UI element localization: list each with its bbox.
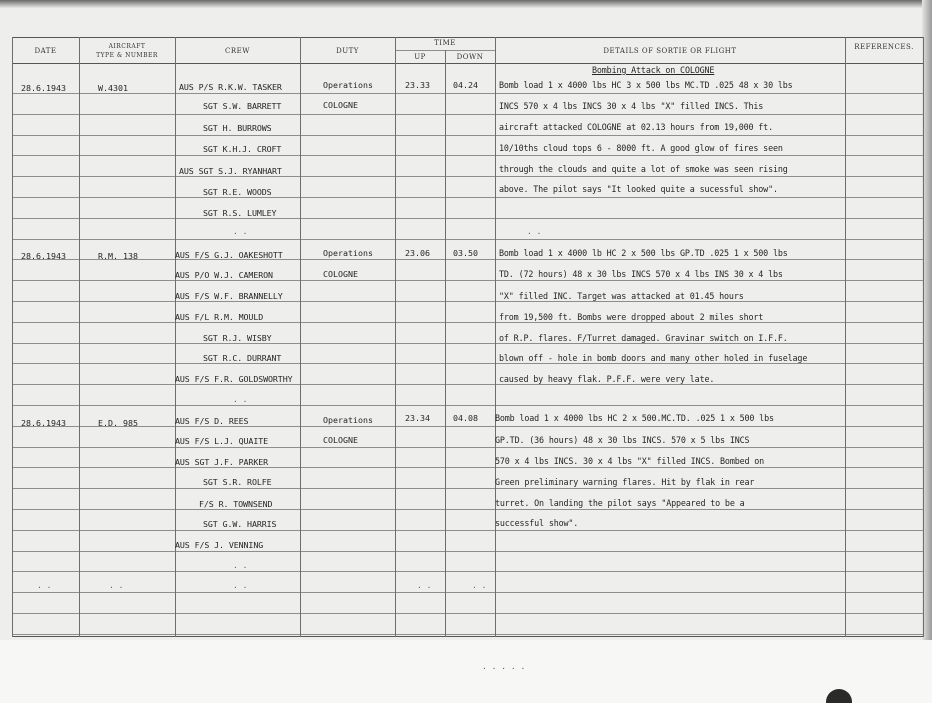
row-rule	[12, 488, 924, 489]
detail-line: successful show".	[495, 518, 579, 528]
detail-line: Green preliminary warning flares. Hit by flak in rear	[495, 477, 755, 487]
header-aircraft-type: TYPE & NUMBER	[96, 52, 158, 59]
sortie-duty: Operations	[323, 248, 373, 258]
sortie-time-down: 04.24	[453, 80, 478, 90]
row-rule	[12, 176, 924, 177]
detail-line: INCS 570 x 4 lbs INCS 30 x 4 lbs "X" filled INCS. This	[499, 101, 764, 111]
row-rule	[12, 343, 924, 344]
detail-line: 10/10ths cloud tops 6 - 8000 ft. A good glow of fires seen	[499, 143, 783, 153]
row-rule	[12, 592, 924, 593]
sortie-aircraft: E.D. 985	[98, 418, 138, 428]
sortie-date: 28.6.1943	[21, 418, 66, 428]
ditto-dots: . .	[233, 227, 248, 236]
detail-line: aircraft attacked COLOGNE at 02.13 hours from 19,000 ft.	[499, 122, 773, 132]
detail-line: above. The pilot says "It looked quite a sucessful show".	[499, 184, 778, 194]
header-references: REFERENCES.	[854, 43, 914, 51]
row-rule	[12, 571, 924, 572]
crew-member: SGT H. BURROWS	[203, 123, 272, 133]
col-rule-details	[845, 37, 846, 637]
row-rule	[12, 530, 924, 531]
row-rule	[12, 239, 924, 240]
sortie-time-down: 04.08	[453, 413, 478, 423]
detail-line: "X" filled INC. Target was attacked at 01.45 hours	[499, 291, 744, 301]
sortie-duty: Operations	[323, 80, 373, 90]
detail-line: of R.P. flares. F/Turret damaged. Gravinar switch on I.F.F.	[499, 333, 788, 343]
ditto-dots: . .	[472, 581, 487, 590]
row-rule	[12, 135, 924, 136]
detail-line: blown off - hole in bomb doors and many other holed in fuselage	[499, 353, 808, 363]
sortie-time-up: 23.06	[405, 248, 430, 258]
sortie-aircraft: W.4301	[98, 83, 128, 93]
ditto-dots: . .	[37, 581, 52, 590]
sortie-target: COLOGNE	[323, 435, 358, 445]
ditto-dots: . .	[109, 581, 124, 590]
col-rule-left	[12, 37, 13, 637]
crew-member: AUS F/L R.M. MOULD	[175, 312, 264, 322]
detail-line: TD. (72 hours) 48 x 30 lbs INCS 570 x 4 lbs INS 30 x 4 lbs	[499, 269, 783, 279]
crew-member: AUS P/S R.K.W. TASKER	[179, 82, 282, 92]
row-rule	[12, 384, 924, 385]
bottom-dots: . . . . .	[482, 662, 526, 671]
header-details: DETAILS OF SORTIE OR FLIGHT	[603, 47, 737, 55]
ditto-dots: . .	[233, 395, 248, 404]
col-rule-right	[923, 37, 924, 637]
crew-member: SGT S.W. BARRETT	[203, 101, 282, 111]
ditto-dots: . .	[233, 581, 248, 590]
crew-member: SGT R.E. WOODS	[203, 187, 272, 197]
ditto-dots: . .	[233, 561, 248, 570]
detail-line: turret. On landing the pilot says "Appeared to be a	[495, 498, 745, 508]
header-time-up: UP	[414, 53, 426, 61]
detail-line: 570 x 4 lbs INCS. 30 x 4 lbs "X" filled INCS. Bombed on	[495, 456, 765, 466]
sortie-table	[12, 37, 924, 637]
crew-member: SGT R.S. LUMLEY	[203, 208, 277, 218]
row-rule	[12, 467, 924, 468]
header-time: TIME	[434, 39, 456, 47]
row-rule	[12, 426, 924, 427]
crew-member: AUS P/O W.J. CAMERON	[175, 270, 273, 280]
row-rule	[12, 155, 924, 156]
sortie-aircraft: R.M. 138	[98, 251, 138, 261]
crew-member: SGT R.J. WISBY	[203, 333, 272, 343]
row-rule	[12, 322, 924, 323]
sortie-duty: Operations	[323, 415, 373, 425]
row-rule	[12, 405, 924, 406]
crew-member: AUS SGT S.J. RYANHART	[179, 166, 282, 176]
col-rule-up	[445, 50, 446, 637]
ditto-dots: . .	[527, 227, 542, 236]
row-rule	[12, 93, 924, 94]
crew-member: F/S R. TOWNSEND	[199, 499, 273, 509]
header-aircraft: AIRCRAFT	[108, 43, 146, 50]
sortie-time-down: 03.50	[453, 248, 478, 258]
detail-line: GP.TD. (36 hours) 48 x 30 lbs INCS. 570 x 5 lbs INCS	[495, 435, 750, 445]
crew-member: SGT S.R. ROLFE	[203, 477, 272, 487]
col-rule-down	[495, 37, 496, 637]
col-rule-date	[79, 37, 80, 637]
crew-member: AUS F/S F.R. GOLDSWORTHY	[175, 374, 293, 384]
row-rule	[12, 259, 924, 260]
row-rule	[12, 613, 924, 614]
crew-member: SGT R.C. DURRANT	[203, 353, 282, 363]
crew-member: AUS F/S G.J. OAKESHOTT	[175, 250, 283, 260]
sortie-target: COLOGNE	[323, 269, 358, 279]
crew-member: AUS F/S D. REES	[175, 416, 249, 426]
table-top-rule	[12, 37, 924, 38]
row-rule	[12, 634, 924, 635]
detail-line: through the clouds and quite a lot of smoke was seen rising	[499, 164, 788, 174]
row-rule	[12, 114, 924, 115]
sortie-time-up: 23.33	[405, 80, 430, 90]
sortie-date: 28.6.1943	[21, 251, 66, 261]
row-rule	[12, 509, 924, 510]
crew-member: AUS F/S L.J. QUAITE	[175, 436, 269, 446]
crew-member: SGT K.H.J. CROFT	[203, 144, 282, 154]
col-rule-crew	[300, 37, 301, 637]
header-crew: CREW	[225, 47, 250, 55]
row-rule	[12, 301, 924, 302]
detail-line: from 19,500 ft. Bombs were dropped about 2 miles short	[499, 312, 764, 322]
col-rule-duty	[395, 37, 396, 637]
sortie-time-up: 23.34	[405, 413, 430, 423]
header-date: DATE	[34, 47, 57, 55]
row-rule	[12, 447, 924, 448]
header-time-down: DOWN	[456, 53, 484, 61]
row-rule	[12, 280, 924, 281]
table-bottom-rule	[12, 636, 924, 637]
crew-member: AUS F/S J. VENNING	[175, 540, 264, 550]
sortie-target: COLOGNE	[323, 100, 358, 110]
detail-line: caused by heavy flak. P.F.F. were very late.	[499, 374, 715, 384]
page-top-shadow	[0, 0, 932, 8]
row-rule	[12, 551, 924, 552]
detail-line: Bomb load 1 x 4000 lb HC 2 x 500 lbs GP.TD .025 1 x 500 lbs	[499, 248, 788, 258]
row-rule	[12, 197, 924, 198]
crew-member: AUS F/S W.F. BRANNELLY	[175, 291, 283, 301]
row-rule	[12, 363, 924, 364]
detail-line: Bomb load 1 x 4000 lbs HC 3 x 500 lbs MC.TD .025 48 x 30 lbs	[499, 80, 793, 90]
crew-member: AUS SGT J.F. PARKER	[175, 457, 269, 467]
sortie-date: 28.6.1943	[21, 83, 66, 93]
header-duty: DUTY	[336, 47, 359, 55]
ditto-dots: . .	[417, 581, 432, 590]
row-rule	[12, 218, 924, 219]
detail-line: Bomb load 1 x 4000 lbs HC 2 x 500.MC.TD. .025 1 x 500 lbs	[495, 413, 774, 423]
header-bottom-rule	[12, 63, 924, 64]
page-bottom-margin	[0, 640, 932, 703]
section-title: Bombing Attack on COLOGNE	[592, 65, 715, 75]
crew-member: SGT G.W. HARRIS	[203, 519, 277, 529]
